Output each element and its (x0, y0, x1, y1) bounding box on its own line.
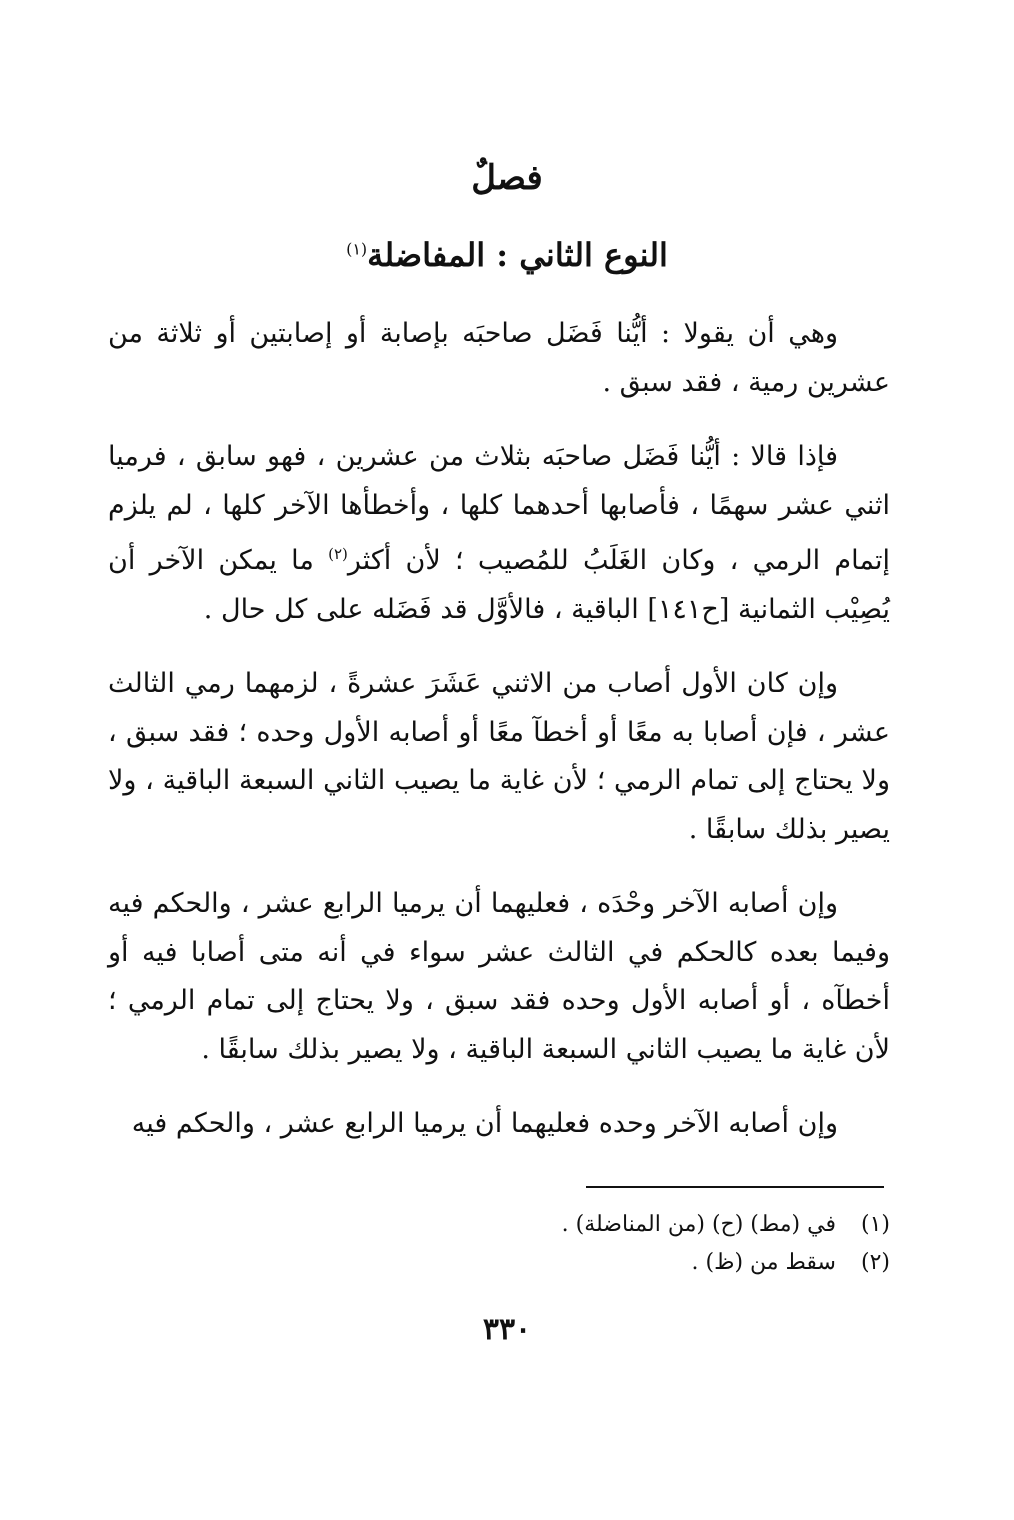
footnotes (108, 1206, 890, 1282)
paragraph-2-text-start: فإذا قالا : أيُّنا فَضَل صاحبَه بثلاث من عشرين ، فهو سابق ، فرميا اثني عشر سهمًا ، فأصابها أحدهما كلها ، وأخطأها الآخر كلها ، لم يلزم إتمام الرمي ، وكان الغَلَبُ للمُصيب ؛ لأن أكثر (108, 441, 890, 576)
body-text (108, 310, 890, 1149)
footnote-text: سقط من (ظ) . (691, 1250, 836, 1275)
paragraph-2-text-end: ما يمكن الآخر أن يُصِيْب الثمانية [ح١٤١] الباقية ، فالأوَّل قد فَضَله على كل حال . (108, 545, 890, 625)
subheading-text: النوع الثاني : المفاضلة (367, 236, 668, 274)
page-number: ٣٣٠ (482, 1312, 532, 1347)
footnote-reference-2[interactable]: (٢) (328, 545, 348, 563)
paragraph-4: وإن أصابه الآخر وحْدَه ، فعليهما أن يرميا الرابع عشر ، والحكم فيه وفيما بعده كالحكم في الثالث عشر سواء في أنه متى أصابا فيه أو أخطآه ، أو أصابه الأول وحده فقد سبق ، ولا يحتاج إلى تمام الرمي ؛ لأن غاية ما يصيب الثاني السبعة الباقية ، ولا يصير بذلك سابقًا . (108, 888, 890, 1065)
footnote-reference-1[interactable]: (١) (346, 239, 368, 259)
footnote-marker: (١) (860, 1212, 890, 1237)
paragraph-3: وإن كان الأول أصاب من الاثني عَشَرَ عشرةً ، لزمهما رمي الثالث عشر ، فإن أصابا به معًا أو أخطآ معًا أو أصابه الأول وحده ؛ فقد سبق ، ولا يحتاج إلى تمام الرمي ؛ لأن غاية ما يصيب الثاني السبعة الباقية ، ولا يصير بذلك سابقًا . (108, 668, 890, 845)
footnote-text: في (مط) (ح) (من المناضلة) . (561, 1212, 836, 1237)
footnote-marker: (٢) (860, 1250, 890, 1275)
footnote-1 (108, 1206, 890, 1244)
footnote-2 (108, 1244, 890, 1282)
section-heading: فصلٌ (471, 158, 543, 198)
paragraph-1: وهي أن يقولا : أيُّنا فَضَل صاحبَه بإصابة أو إصابتين أو ثلاثة من عشرين رمية ، فقد سبق . (108, 318, 890, 398)
paragraph-2 (108, 433, 890, 634)
paragraph-5: وإن أصابه الآخر وحده فعليهما أن يرميا الرابع عشر ، والحكم فيه (131, 1108, 838, 1139)
section-subheading (0, 236, 1014, 274)
footnote-separator (586, 1186, 884, 1188)
